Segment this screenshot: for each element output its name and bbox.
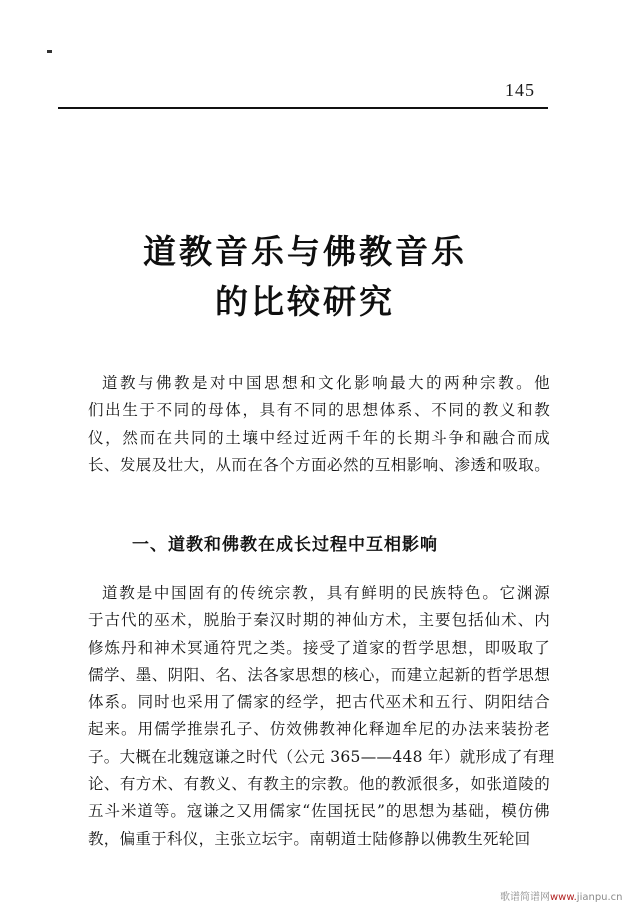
scan-mark <box>47 50 52 53</box>
body-line-8: 论、有方术、有教义、有教主的宗教。他的教派很多，如张道陵的 <box>88 775 550 794</box>
body-line-3: 修炼丹和神术冥通符咒之类。接受了道家的哲学思想，即吸取了 <box>88 638 550 657</box>
site-watermark <box>500 888 623 903</box>
intro-line-4: 长、发展及壮大，从而在各个方面必然的互相影响、渗透和吸取。 <box>88 455 550 474</box>
body-line-7: 子。大概在北魏寇谦之时代（公元 365——448 年）就形成了有理 <box>88 747 555 766</box>
section-heading: 一、道教和佛教在成长过程中互相影响 <box>132 535 438 555</box>
header-rule <box>58 107 548 109</box>
title-line-2: 的比较研究 <box>215 282 395 321</box>
body-line-10: 教，偏重于科仪，主张立坛宇。南朝道士陆修静以佛教生死轮回 <box>88 829 531 848</box>
watermark-prefix: www. <box>550 892 577 903</box>
watermark-site-name: 歌谱简谱网 <box>500 892 550 903</box>
body-line-6: 起来。用儒学推崇孔子、仿效佛教神化释迦牟尼的办法来装扮老 <box>88 720 550 739</box>
title-line-1: 道教音乐与佛教音乐 <box>143 232 467 271</box>
intro-line-3: 仪，然而在共同的土壤中经过近两千年的长期斗争和融合而成 <box>88 428 550 447</box>
body-line-2: 于古代的巫术，脱胎于秦汉时期的神仙方术，主要包括仙术、内 <box>88 611 550 630</box>
body-line-1: 道教是中国固有的传统宗教，具有鲜明的民族特色。它渊源 <box>102 584 550 602</box>
intro-paragraph <box>88 370 550 479</box>
intro-line-2: 们出生于不同的母体，具有不同的思想体系、不同的教义和教 <box>88 401 550 420</box>
body-line-9: 五斗米道等。寇谦之又用儒家“佐国抚民”的思想为基础，模仿佛 <box>88 802 550 821</box>
page-number: 145 <box>505 80 535 100</box>
watermark-domain: jianpu.cn <box>576 892 623 903</box>
body-line-5: 体系。同时也采用了儒家的经学，把古代巫术和五行、阴阳结合 <box>88 693 550 712</box>
section-paragraph <box>88 580 555 853</box>
intro-line-1: 道教与佛教是对中国思想和文化影响最大的两种宗教。他 <box>102 374 550 392</box>
body-line-4: 儒学、墨、阴阳、名、法各家思想的核心，而建立起新的哲学思想 <box>88 665 550 684</box>
